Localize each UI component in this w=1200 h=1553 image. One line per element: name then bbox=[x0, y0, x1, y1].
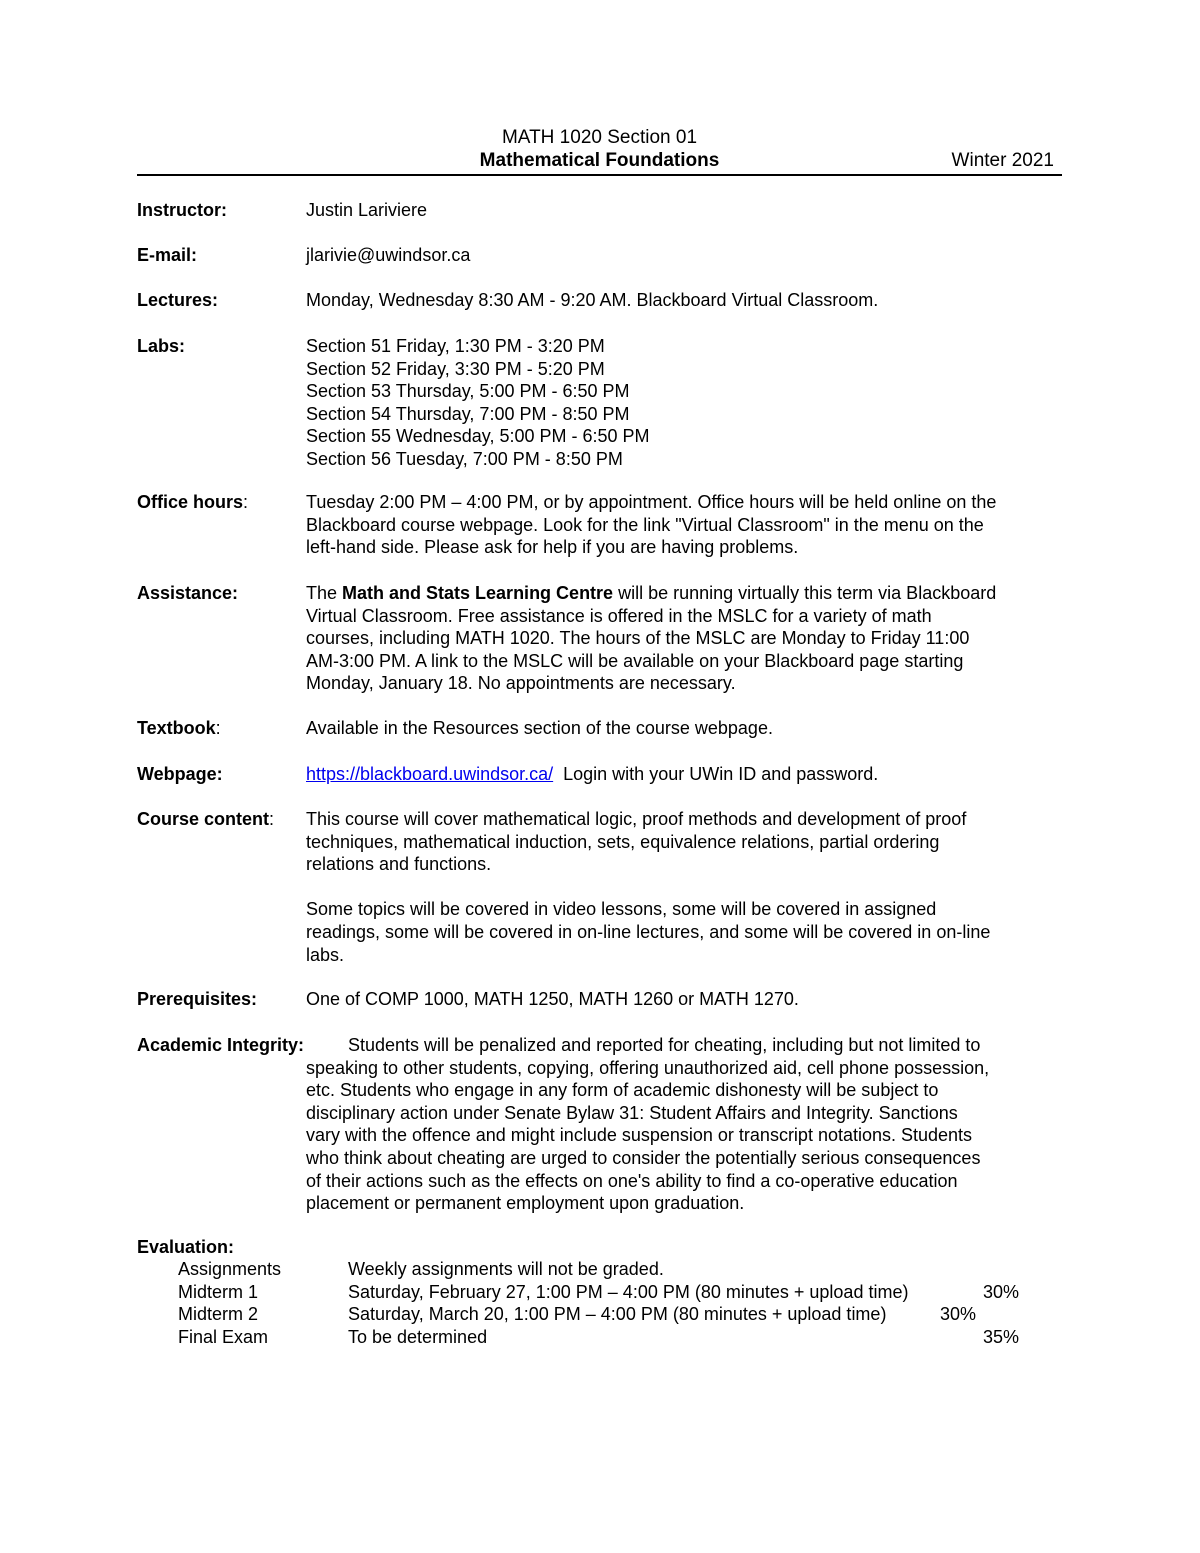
assistance-suffix: will be running virtually this term via Blackboard bbox=[613, 583, 997, 603]
webpage-label: Webpage: bbox=[137, 764, 223, 784]
lectures-label: Lectures: bbox=[137, 290, 219, 310]
course-content-row bbox=[137, 808, 1067, 966]
course-title: Mathematical Foundations bbox=[479, 150, 720, 171]
academic-integrity-line: of their actions such as the effects on one's ability to find a co-operative education bbox=[306, 1170, 958, 1191]
assistance-label: Assistance: bbox=[137, 583, 239, 603]
lab-section: Section 51 Friday, 1:30 PM - 3:20 PM bbox=[306, 336, 605, 356]
webpage-note: Login with your UWin ID and password. bbox=[553, 764, 879, 784]
evaluation-weight: 30% bbox=[983, 1281, 1020, 1302]
instructor-row bbox=[137, 199, 1067, 222]
assistance-text bbox=[306, 582, 1067, 695]
email-value: jlarivie@uwindsor.ca bbox=[306, 245, 471, 265]
academic-integrity-line: disciplinary action under Senate Bylaw 31: Student Affairs and Integrity. Sanctions bbox=[306, 1102, 958, 1123]
evaluation-weight: 35% bbox=[983, 1326, 1020, 1347]
academic-integrity-text bbox=[306, 1034, 1067, 1215]
lab-section: Section 56 Tuesday, 7:00 PM - 8:50 PM bbox=[306, 448, 623, 469]
assistance-line: AM-3:00 PM. A link to the MSLC will be available on your Blackboard page starting bbox=[306, 650, 964, 671]
evaluation-item bbox=[178, 1326, 1038, 1349]
assistance-line: Monday, January 18. No appointments are necessary. bbox=[306, 673, 736, 694]
lab-section: Section 55 Wednesday, 5:00 PM - 6:50 PM bbox=[306, 426, 650, 447]
email-label: E-mail: bbox=[137, 245, 198, 265]
academic-integrity-label: Academic Integrity: bbox=[137, 1035, 305, 1055]
instructor-name: Justin Lariviere bbox=[306, 200, 428, 220]
title-bar bbox=[137, 150, 1062, 176]
office-hours-label bbox=[137, 491, 248, 514]
evaluation-name: Assignments bbox=[178, 1259, 282, 1279]
office-hours-colon: : bbox=[243, 492, 249, 512]
evaluation-name: Midterm 1 bbox=[178, 1281, 259, 1302]
evaluation-name: Final Exam bbox=[178, 1326, 269, 1347]
office-hours-line: Tuesday 2:00 PM – 4:00 PM, or by appointment. Office hours will be held online on the bbox=[306, 492, 997, 512]
academic-integrity-line: placement or permanent employment upon graduation. bbox=[306, 1193, 745, 1214]
textbook-value: Available in the Resources section of the course webpage. bbox=[306, 718, 773, 738]
course-content-line: Some topics will be covered in video lessons, some will be covered in assigned bbox=[306, 899, 937, 920]
evaluation-name: Midterm 2 bbox=[178, 1304, 259, 1325]
webpage-link[interactable]: https://blackboard.uwindsor.ca/ bbox=[306, 764, 554, 784]
textbook-label bbox=[137, 717, 221, 740]
evaluation-weight: 30% bbox=[940, 1304, 977, 1325]
academic-integrity-line: vary with the offence and might include suspension or transcript notations. Students bbox=[306, 1125, 973, 1146]
textbook-label-text: Textbook bbox=[137, 718, 216, 738]
prerequisites-row bbox=[137, 988, 1067, 1011]
course-content-label bbox=[137, 808, 274, 831]
evaluation-label: Evaluation: bbox=[137, 1237, 235, 1257]
evaluation-item bbox=[178, 1303, 1038, 1326]
office-hours-line: Blackboard course webpage. Look for the link "Virtual Classroom" in the menu on the bbox=[306, 514, 984, 535]
office-hours-label-text: Office hours bbox=[137, 492, 244, 512]
office-hours-row bbox=[137, 491, 1067, 559]
assistance-line: courses, including MATH 1020. The hours of the MSLC are Monday to Friday 11:00 bbox=[306, 628, 970, 649]
lab-section: Section 54 Thursday, 7:00 PM - 8:50 PM bbox=[306, 403, 630, 424]
academic-integrity-row bbox=[137, 1034, 1067, 1215]
assistance-line: Virtual Classroom. Free assistance is offered in the MSLC for a variety of math bbox=[306, 605, 932, 626]
academic-integrity-line: who think about cheating are urged to consider the potentially serious consequences bbox=[306, 1147, 981, 1168]
academic-integrity-line: Students will be penalized and reported for cheating, including but not limited to bbox=[348, 1035, 981, 1055]
instructor-label: Instructor: bbox=[137, 200, 227, 220]
lectures-row bbox=[137, 289, 1067, 312]
course-content-label-text: Course content bbox=[137, 809, 270, 829]
office-hours-text bbox=[306, 491, 1067, 559]
lectures-value: Monday, Wednesday 8:30 AM - 9:20 AM. Blackboard Virtual Classroom. bbox=[306, 290, 879, 310]
course-content-colon: : bbox=[269, 809, 275, 829]
evaluation-item bbox=[178, 1281, 1038, 1304]
academic-integrity-line: speaking to other students, copying, offering unauthorized aid, cell phone possession, bbox=[306, 1057, 990, 1078]
labs-label: Labs: bbox=[137, 336, 186, 356]
lab-section: Section 52 Friday, 3:30 PM - 5:20 PM bbox=[306, 358, 605, 379]
evaluation-desc: To be determined bbox=[348, 1326, 488, 1347]
course-content-line: readings, some will be covered in on-line lectures, and some will be covered in on-line bbox=[306, 921, 991, 942]
evaluation-item bbox=[178, 1258, 1038, 1281]
evaluation-desc: Saturday, March 20, 1:00 PM – 4:00 PM (80 minutes + upload time) bbox=[348, 1304, 887, 1325]
term: Winter 2021 bbox=[951, 150, 1054, 171]
textbook-colon: : bbox=[215, 718, 221, 738]
assistance-row bbox=[137, 582, 1067, 695]
webpage-content bbox=[306, 763, 1067, 786]
webpage-row bbox=[137, 763, 1067, 786]
course-code: MATH 1020 Section 01 bbox=[501, 127, 698, 148]
evaluation-desc: Saturday, February 27, 1:00 PM – 4:00 PM (80 minutes + upload time) bbox=[348, 1281, 909, 1302]
mslc-name: Math and Stats Learning Centre bbox=[342, 583, 614, 603]
course-content-line: labs. bbox=[306, 944, 345, 965]
course-content-text bbox=[306, 808, 1067, 966]
textbook-row bbox=[137, 717, 1067, 740]
evaluation-table bbox=[178, 1258, 1038, 1348]
office-hours-line: left-hand side. Please ask for help if you are having problems. bbox=[306, 537, 799, 558]
lab-section: Section 53 Thursday, 5:00 PM - 6:50 PM bbox=[306, 381, 630, 402]
prerequisites-value: One of COMP 1000, MATH 1250, MATH 1260 or MATH 1270. bbox=[306, 989, 799, 1009]
course-content-line: relations and functions. bbox=[306, 854, 492, 875]
evaluation-desc: Weekly assignments will not be graded. bbox=[348, 1259, 664, 1279]
prerequisites-label: Prerequisites: bbox=[137, 989, 258, 1009]
assistance-line bbox=[306, 582, 1067, 605]
assistance-prefix: The bbox=[306, 583, 343, 603]
labs-list bbox=[306, 335, 1067, 471]
labs-row bbox=[137, 335, 1067, 471]
textbook-content bbox=[306, 717, 1067, 740]
academic-integrity-line: etc. Students who engage in any form of academic dishonesty will be subject to bbox=[306, 1080, 939, 1101]
email-row bbox=[137, 244, 1067, 267]
course-content-line: This course will cover mathematical logic, proof methods and development of proof bbox=[306, 809, 967, 829]
course-content-line: techniques, mathematical induction, sets, equivalence relations, partial ordering bbox=[306, 831, 940, 852]
